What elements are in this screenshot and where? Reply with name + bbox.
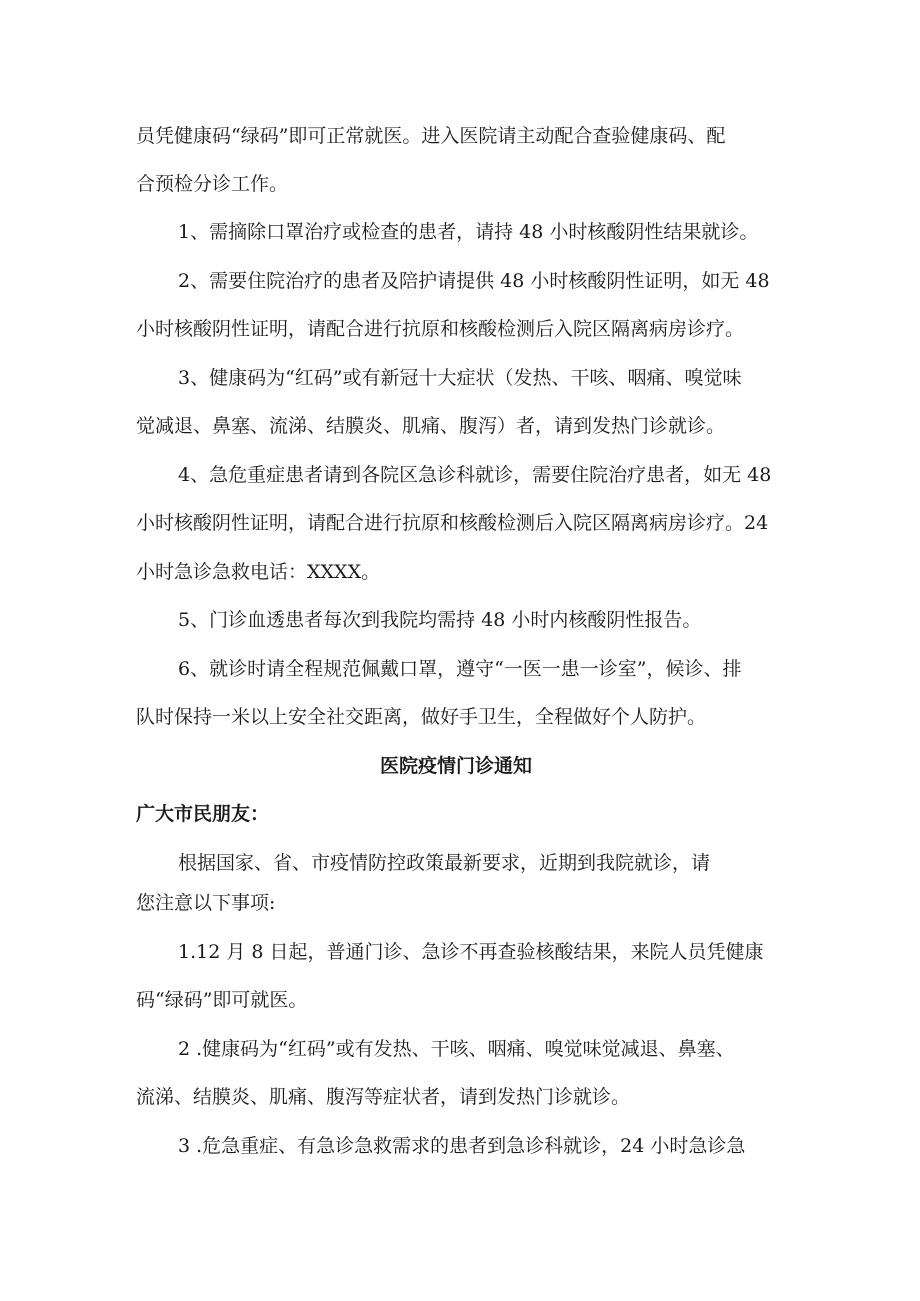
list-item-6: 6、就诊时请全程规范佩戴口罩，遵守“一医一患一诊室”，候诊、排: [178, 658, 742, 680]
list-item-2-cont: 小时核酸阴性证明，请配合进行抗原和核酸检测后入院区隔离病房诊疗。: [136, 318, 745, 340]
notice-item-2-cont: 流涕、结膜炎、肌痛、腹泻等症状者，请到发热门诊就诊。: [136, 1086, 631, 1108]
list-item-6-cont: 队时保持一米以上安全社交距离，做好手卫生，全程做好个人防护。: [136, 706, 707, 728]
list-item-3-cont: 觉减退、鼻塞、流涕、结膜炎、肌痛、腹泻）者，请到发热门诊就诊。: [136, 415, 726, 437]
notice-item-2: 2 .健康码为“红码”或有发热、干咳、咽痛、嗅觉味觉减退、鼻塞、: [178, 1038, 735, 1060]
notice-item-1: 1.12 月 8 日起，普通门诊、急诊不再查验核酸结果，来院人员凭健康: [178, 941, 764, 963]
list-item-2: 2、需要住院治疗的患者及陪护请提供 48 小时核酸阴性证明，如无 48: [178, 270, 770, 292]
paragraph-line: 员凭健康码“绿码”即可正常就医。进入医院请主动配合查验健康码、配: [136, 125, 726, 147]
notice-intro-cont: 您注意以下事项:: [136, 892, 276, 914]
list-item-3: 3、健康码为“红码”或有新冠十大症状（发热、干咳、咽痛、嗅觉味: [178, 367, 742, 389]
notice-intro: 根据国家、省、市疫情防控政策最新要求，近期到我院就诊，请: [178, 852, 711, 874]
list-item-4-cont: 小时核酸阴性证明，请配合进行抗原和核酸检测后入院区隔离病房诊疗。24: [136, 512, 769, 534]
notice-greeting: 广大市民朋友：: [136, 803, 270, 825]
paragraph-line: 合预检分诊工作。: [136, 173, 289, 195]
list-item-1: 1、需摘除口罩治疗或检查的患者，请持 48 小时核酸阴性结果就诊。: [178, 221, 759, 243]
notice-item-3: 3 .危急重症、有急诊急救需求的患者到急诊科就诊，24 小时急诊急: [178, 1135, 746, 1157]
notice-title: 医院疫情门诊通知: [380, 755, 533, 777]
list-item-4-cont: 小时急诊急救电话：XXXX。: [136, 561, 381, 583]
list-item-4: 4、急危重症患者请到各院区急诊科就诊，需要住院治疗患者，如无 48: [178, 464, 772, 486]
notice-item-1-cont: 码“绿码”即可就医。: [136, 989, 308, 1011]
list-item-5: 5、门诊血透患者每次到我院均需持 48 小时内核酸阴性报告。: [178, 609, 702, 631]
